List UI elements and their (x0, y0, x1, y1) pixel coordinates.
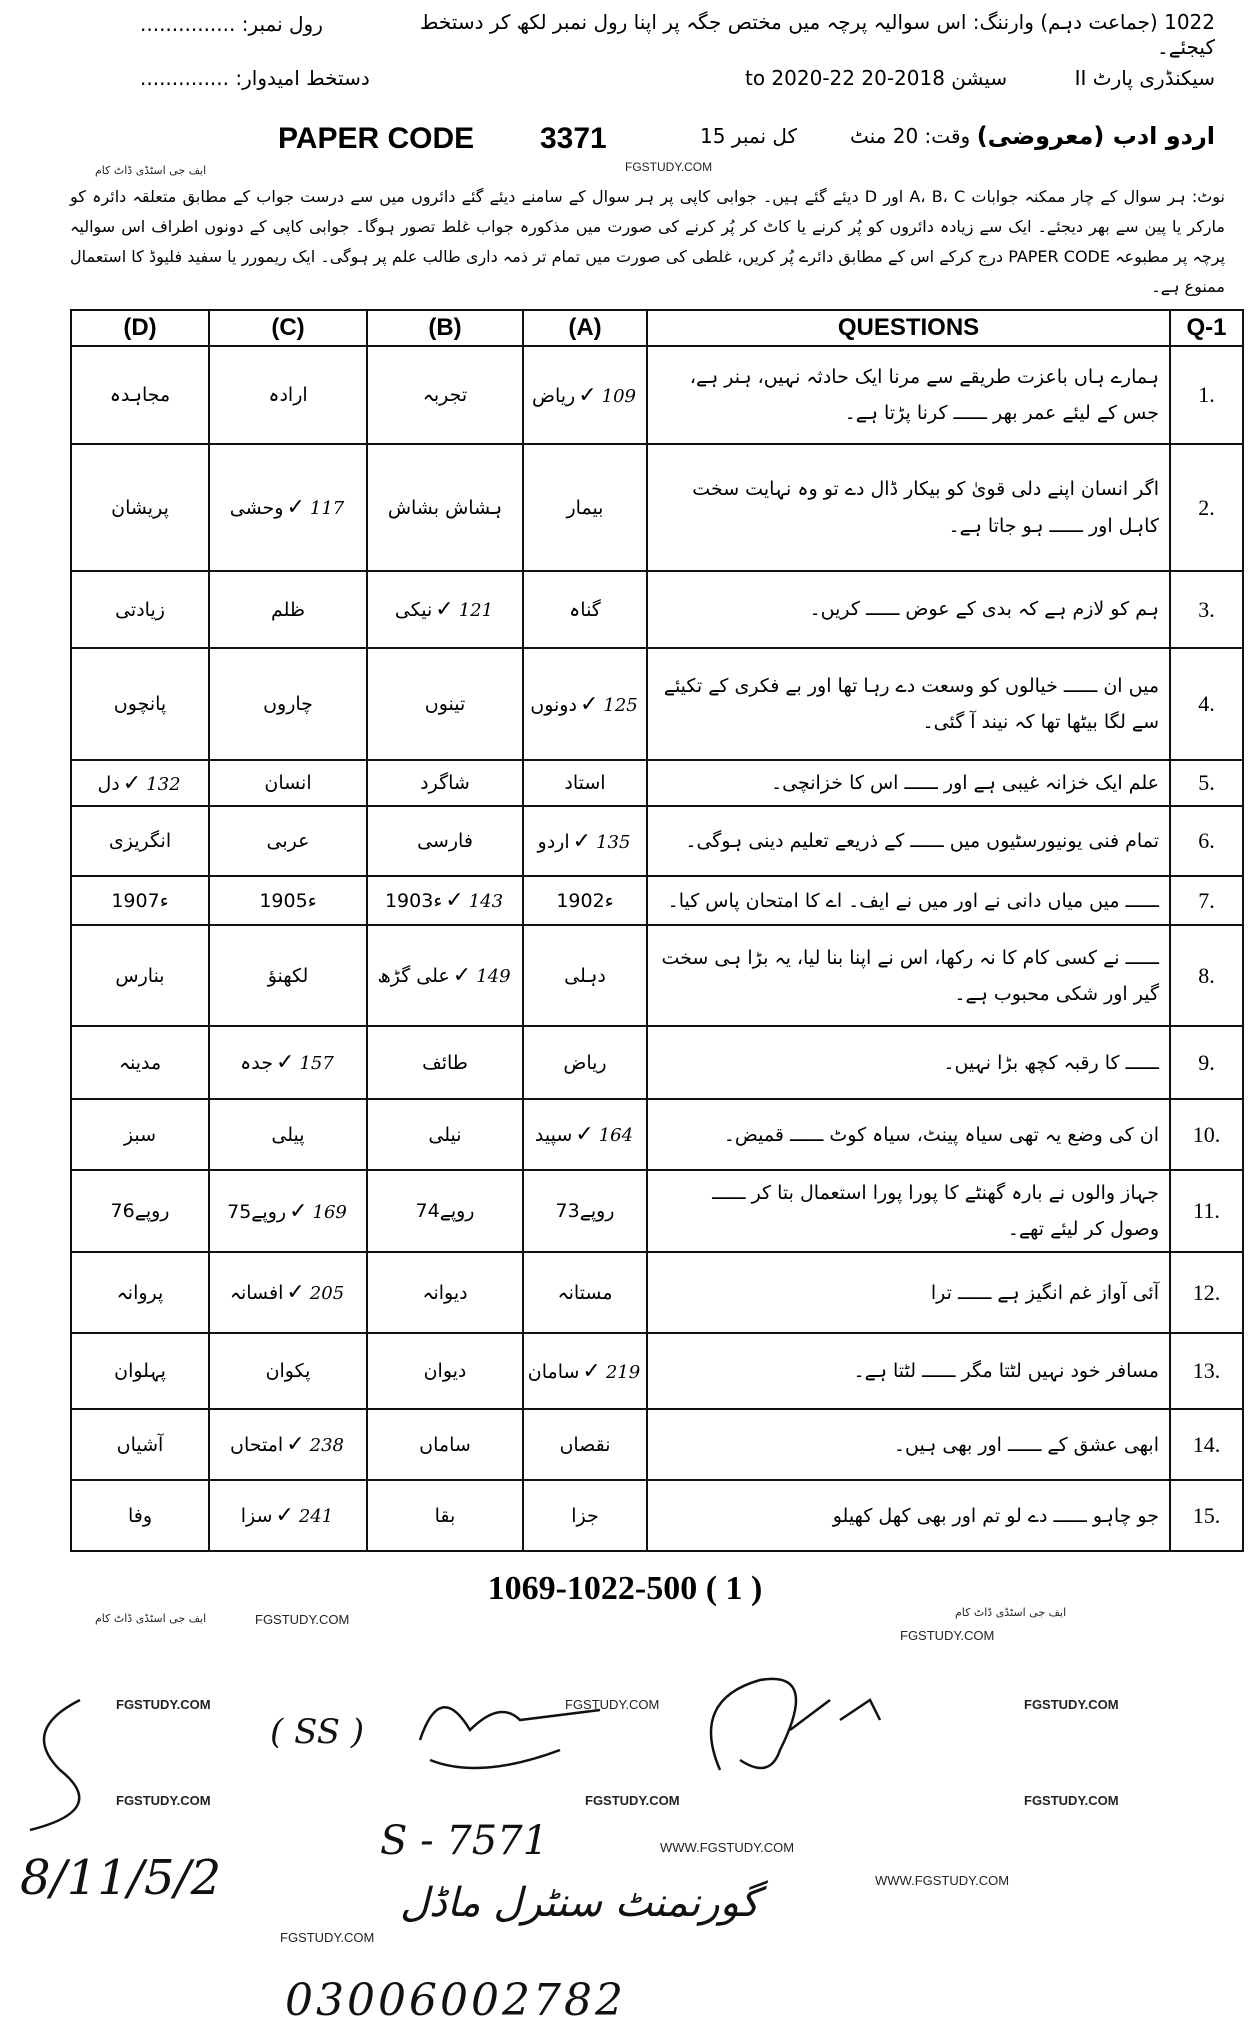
option-b-text: دیوانہ (422, 1281, 468, 1304)
option-b-cell (367, 1252, 523, 1333)
handwritten-school-name: گورنمنٹ سنٹرل ماڈل (400, 1880, 760, 1926)
option-c-cell (209, 571, 367, 648)
checkmark-icon: ✓ (286, 495, 305, 520)
checkmark-icon: ✓ (452, 963, 472, 989)
table-row (71, 346, 1243, 444)
option-b-text: شاگرد (420, 772, 470, 795)
watermark-urdu: ایف جی اسٹڈی ڈاٹ کام (955, 1606, 1067, 1619)
warning-text: 1022 (جماعت دہم) وارننگ: اس سوالیہ پرچہ میں مختص جگہ پر اپنا رول نمبر لکھ کر دستخط کیجئے۔ (419, 10, 1215, 59)
option-a-cell (523, 1099, 647, 1170)
paper-serial-code: 1069-1022-500 ( 1 ) (487, 1570, 763, 1607)
option-c-cell (209, 1170, 367, 1252)
option-c-text: افسانہ (229, 1282, 284, 1305)
question-number: 8. (1170, 925, 1243, 1026)
question-number: 5. (1170, 760, 1243, 806)
watermark: FGSTUDY.COM (585, 1793, 680, 1808)
part-label: سیکنڈری پارٹ II (1074, 66, 1215, 90)
option-b-cell (367, 806, 523, 876)
option-b-cell (367, 346, 523, 444)
watermark: FGSTUDY.COM (255, 1612, 350, 1627)
option-c-text: انسان (264, 772, 312, 795)
question-number: 2. (1170, 444, 1243, 571)
option-b-cell (367, 876, 523, 925)
question-text: آئی آواز غم انگیز ہے ــــــ ترا (647, 1252, 1170, 1333)
option-d-cell (71, 1252, 209, 1333)
option-b-text: نیلی (428, 1123, 462, 1146)
option-c-cell (209, 925, 367, 1026)
option-a-text: بیمار (566, 496, 604, 519)
watermark: FGSTUDY.COM (1024, 1697, 1119, 1712)
question-number: 6. (1170, 806, 1243, 876)
checkmark-icon: ✓ (572, 828, 592, 854)
handwritten-mark: 164 (598, 1125, 634, 1147)
option-a-cell (523, 1026, 647, 1099)
handwritten-mark: 117 (309, 498, 345, 519)
checkmark-icon: ✓ (578, 382, 597, 408)
option-b-text: ہشاش بشاش (387, 496, 503, 519)
note-line-2: زیادہ دائروں کو پُر کرنے یا کاٹ کر پُر کرنے کی صورت میں مذکورہ جواب غلط تصور ہوگا۔ جوابی کاپی کے دونوں اطراف اس سوالیہ پرچہ پر مطبوعہ PAPER CODE درج کرکے اس کے مطابق دائرے پُر (70, 217, 1226, 266)
option-a-cell (523, 1409, 647, 1480)
option-a-cell (523, 346, 647, 444)
option-a-text: سامان (527, 1360, 580, 1383)
option-a-cell (523, 1333, 647, 1409)
option-b-text: فارسی (417, 830, 473, 853)
checkmark-icon: ✓ (575, 1122, 594, 1148)
option-b-text: تینوں (424, 693, 466, 715)
question-text: ان کی وضع یہ تھی سیاہ پینٹ، سیاہ کوٹ ــــــ قمیض۔ (647, 1099, 1170, 1170)
question-number: 7. (1170, 876, 1243, 925)
total-marks-label: کل نمبر 15 (700, 124, 798, 148)
subject-title: اردو ادب (معروضی) (976, 122, 1215, 150)
handwritten-mark: 109 (601, 385, 637, 407)
option-b-cell (367, 1409, 523, 1480)
table-row (71, 925, 1243, 1026)
option-d-cell (71, 760, 209, 806)
handwritten-mark: 143 (468, 891, 504, 913)
option-c-cell (209, 1480, 367, 1551)
option-b-cell (367, 571, 523, 648)
watermark: FGSTUDY.COM (116, 1697, 211, 1712)
instructions-note (70, 182, 1225, 302)
handwritten-mark: 149 (476, 966, 511, 988)
option-d-cell (71, 571, 209, 648)
option-b-text: دیوان (423, 1360, 467, 1383)
question-number: 4. (1170, 648, 1243, 760)
option-b-cell (367, 1480, 523, 1551)
table-row (71, 1252, 1243, 1333)
header-option-d: (D) (71, 310, 209, 346)
checkmark-icon: ✓ (579, 691, 599, 717)
option-a-cell (523, 648, 647, 760)
question-number: 1. (1170, 346, 1243, 444)
option-d-text: انگریزی (108, 830, 172, 853)
roll-number-field: رول نمبر: ............... (140, 12, 323, 36)
checkmark-icon: ✓ (286, 1432, 305, 1458)
option-a-cell (523, 806, 647, 876)
option-d-cell (71, 1409, 209, 1480)
option-d-cell (71, 1333, 209, 1409)
question-text: تمام فنی یونیورسٹیوں میں ــــــ کے ذریعے تعلیم دینی ہوگی۔ (647, 806, 1170, 876)
handwritten-mark: 125 (603, 694, 638, 716)
option-d-cell (71, 1170, 209, 1252)
option-b-text: تجربہ (422, 384, 468, 406)
question-number: 3. (1170, 571, 1243, 648)
table-row (71, 1409, 1243, 1480)
option-b-cell (367, 1026, 523, 1099)
option-a-text: جزا (571, 1504, 599, 1527)
paper-code-value: 3371 (540, 122, 607, 155)
option-a-text: اردو (537, 830, 570, 853)
question-text: ــــــ کا رقبہ کچھ بڑا نہیں۔ (647, 1026, 1170, 1099)
question-number: 12. (1170, 1252, 1243, 1333)
handwritten-mark: 205 (309, 1283, 345, 1305)
checkmark-icon: ✓ (289, 1198, 308, 1224)
option-d-cell (71, 925, 209, 1026)
option-d-cell (71, 346, 209, 444)
option-a-text: ریاض (531, 384, 576, 407)
signatures (0, 1640, 1250, 1840)
option-c-cell (209, 1026, 367, 1099)
note-line-3: کریں، غلطی کی صورت میں تمام تر ذمہ داری طالب علم پر ہوگی۔ ایک ریمورر یا سفید فلیوڈ کا استعمال ممنوع ہے۔ (70, 247, 1225, 296)
question-number: 11. (1170, 1170, 1243, 1252)
table-header-row (71, 310, 1243, 346)
watermark: FGSTUDY.COM (280, 1930, 375, 1945)
option-c-text: لکھنؤ (267, 964, 309, 987)
option-a-cell (523, 876, 647, 925)
option-d-text: آشیاں (116, 1433, 164, 1456)
question-text: جو چاہو ــــــ دے لو تم اور بھی کھل کھیلو (647, 1480, 1170, 1551)
option-b-cell (367, 760, 523, 806)
checkmark-icon: ✓ (276, 1050, 295, 1076)
question-text: میں ان ــــــ خیالوں کو وسعت دے رہا تھا اور بے فکری کے تکیئے سے لگا بیٹھا تھا کہ نیند آ گئی۔ (647, 648, 1170, 760)
option-c-text: امتحاں (230, 1434, 284, 1457)
option-c-cell (209, 346, 367, 444)
candidate-signature-field: دستخط امیدوار: .............. (140, 66, 370, 90)
header-option-b: (B) (367, 310, 523, 346)
question-text: علم ایک خزانہ غیبی ہے اور ــــــ اس کا خزانچی۔ (647, 760, 1170, 806)
question-number: 13. (1170, 1333, 1243, 1409)
table-row (71, 444, 1243, 571)
option-d-text: بنارس (115, 964, 165, 987)
question-text: ــــــ نے کسی کام کا نہ رکھا، اس نے اپنا بنا لیا، یہ بڑا ہی سخت گیر اور شکی محبوب ہے۔ (647, 925, 1170, 1026)
time-label: وقت: 20 منٹ (850, 124, 971, 148)
option-c-cell (209, 760, 367, 806)
option-c-cell (209, 876, 367, 925)
option-d-cell (71, 648, 209, 760)
option-a-cell (523, 1170, 647, 1252)
option-d-text: پروانہ (116, 1281, 164, 1304)
handwritten-mark: 135 (596, 831, 631, 853)
option-d-cell (71, 1099, 209, 1170)
question-text: ــــــ میں میاں دانی نے اور میں نے ایف۔ اے کا امتحان پاس کیا۔ (647, 876, 1170, 925)
option-b-text: 1903ء (384, 890, 443, 913)
option-c-cell (209, 648, 367, 760)
table-row (71, 806, 1243, 876)
option-b-text: علی گڑھ (377, 965, 450, 988)
note-line-1: نوٹ: ہر سوال کے چار ممکنہ جوابات A، B، C اور D دیئے گئے ہیں۔ جوابی کاپی پر ہر سوال کے سامنے دیئے گئے دائروں میں سے درست جواب کے مطابق متعلقہ دائرہ کو مارکر یا پین سے بھر دیجئے۔ ایک سے (70, 187, 1226, 236)
watermark: FGSTUDY.COM (1024, 1793, 1119, 1808)
option-c-cell (209, 444, 367, 571)
header-question-number: Q-1 (1170, 310, 1243, 346)
option-c-cell (209, 1099, 367, 1170)
option-c-text: پکوان (265, 1360, 311, 1383)
checkmark-icon: ✓ (275, 1503, 294, 1529)
option-a-cell (523, 925, 647, 1026)
option-a-text: استاد (564, 772, 606, 795)
handwritten-mark: 157 (299, 1053, 334, 1075)
option-c-cell (209, 806, 367, 876)
option-c-text: 1905ء (259, 889, 317, 912)
table-row (71, 571, 1243, 648)
table-row (71, 876, 1243, 925)
option-d-text: 76روپے (110, 1200, 170, 1223)
table-row (71, 1480, 1243, 1551)
handwritten-mark: 238 (309, 1435, 344, 1457)
checkmark-icon: ✓ (445, 888, 464, 914)
option-a-text: نقصاں (559, 1433, 611, 1456)
checkmark-icon: ✓ (582, 1358, 601, 1384)
option-b-cell (367, 1099, 523, 1170)
watermark-urdu: ایف جی اسٹڈی ڈاٹ کام (95, 1612, 207, 1625)
checkmark-icon: ✓ (435, 597, 454, 622)
option-c-cell (209, 1252, 367, 1333)
checkmark-icon: ✓ (122, 770, 142, 796)
option-d-cell (71, 876, 209, 925)
question-text: ہمارے ہاں باعزت طریقے سے مرنا ایک حادثہ نہیں، ہنر ہے، جس کے لیئے عمر بھر ــــــ کرنا پڑتا ہے۔ (647, 346, 1170, 444)
option-b-text: بقا (434, 1504, 456, 1527)
question-text: ہم کو لازم ہے کہ بدی کے عوض ــــــ کریں۔ (647, 571, 1170, 648)
option-c-text: 75روپے (227, 1200, 287, 1223)
option-d-cell (71, 1480, 209, 1551)
question-text: ابھی عشق کے ــــــ اور بھی ہیں۔ (647, 1409, 1170, 1480)
handwritten-date: 8/11/5/2 (20, 1850, 222, 1906)
option-d-text: وفا (127, 1504, 153, 1527)
option-d-cell (71, 444, 209, 571)
option-a-cell (523, 1480, 647, 1551)
watermark: FGSTUDY.COM (116, 1793, 211, 1808)
option-a-cell (523, 571, 647, 648)
option-a-text: سپید (534, 1124, 573, 1147)
option-c-text: وحشی (229, 497, 284, 519)
option-a-text: گناہ (569, 598, 601, 621)
option-a-text: 1902ء (556, 889, 614, 912)
option-c-text: عربی (266, 830, 310, 853)
option-a-text: ریاض (563, 1051, 607, 1074)
option-d-text: دل (97, 772, 120, 795)
option-c-text: چاروں (263, 693, 313, 715)
watermark: FGSTUDY.COM (625, 160, 713, 174)
option-c-text: جدہ (240, 1052, 274, 1075)
table-row (71, 648, 1243, 760)
option-d-cell (71, 806, 209, 876)
question-number: 15. (1170, 1480, 1243, 1551)
questions-table (70, 309, 1244, 1552)
option-a-text: دونوں (530, 693, 577, 716)
option-b-text: ساماں (419, 1433, 471, 1456)
handwritten-mark: 132 (146, 773, 181, 795)
table-row (71, 1099, 1243, 1170)
paper-code-label: PAPER CODE (278, 122, 475, 155)
option-d-text: پہلوان (114, 1360, 166, 1383)
header-option-c: (C) (209, 310, 367, 346)
option-b-cell (367, 1170, 523, 1252)
question-text: اگر انسان اپنے دلی قویٰ کو بیکار ڈال دے تو وہ نہایت سخت کاہل اور ــــــ ہو جاتا ہے۔ (647, 444, 1170, 571)
handwritten-mark: 219 (605, 1361, 641, 1383)
option-b-cell (367, 1333, 523, 1409)
watermark-urdu: ایف جی اسٹڈی ڈاٹ کام (95, 164, 207, 177)
handwritten-phone: 03006002782 (285, 1975, 626, 2026)
session-label: سیشن 2018-20 to 2020-22 (745, 66, 1008, 90)
option-a-cell (523, 444, 647, 571)
option-d-text: مجاہدہ (109, 384, 171, 406)
signature-2 (711, 1679, 880, 1770)
option-c-text: پیلی (271, 1123, 305, 1146)
option-d-text: پانچوں (113, 693, 167, 715)
option-a-text: دہلی (564, 964, 606, 987)
option-a-text: مستانہ (557, 1281, 613, 1304)
option-b-text: نیکی (394, 599, 433, 621)
option-c-cell (209, 1409, 367, 1480)
header-option-a: (A) (523, 310, 647, 346)
handwritten-code: S - 7571 (380, 1818, 549, 1864)
handwritten-ss: ( SS ) (270, 1712, 365, 1752)
question-number: 10. (1170, 1099, 1243, 1170)
option-d-text: 1907ء (111, 889, 169, 912)
question-number: 14. (1170, 1409, 1243, 1480)
handwritten-mark: 241 (298, 1506, 334, 1528)
question-text: مسافر خود نہیں لٹتا مگر ــــــ لٹتا ہے۔ (647, 1333, 1170, 1409)
option-d-text: زیادتی (115, 598, 165, 621)
option-d-cell (71, 1026, 209, 1099)
table-row (71, 1026, 1243, 1099)
option-a-cell (523, 1252, 647, 1333)
table-row (71, 760, 1243, 806)
watermark: FGSTUDY.COM (900, 1628, 995, 1643)
option-b-cell (367, 925, 523, 1026)
option-b-text: 74روپے (415, 1200, 475, 1223)
option-c-text: سزا (240, 1505, 273, 1528)
checkmark-icon: ✓ (286, 1280, 305, 1306)
option-d-text: پریشان (111, 496, 169, 519)
handwritten-mark: 169 (312, 1201, 347, 1223)
option-b-cell (367, 648, 523, 760)
question-text: جہاز والوں نے بارہ گھنٹے کا پورا پورا استعمال بتا کر ــــــ وصول کر لیئے تھے۔ (647, 1170, 1170, 1252)
handwritten-mark: 121 (458, 600, 494, 621)
option-b-text: طائف (422, 1051, 468, 1074)
signature-3 (30, 1700, 80, 1830)
option-c-text: ارادہ (268, 384, 308, 406)
option-c-text: ظلم (270, 598, 306, 621)
option-d-text: سبز (123, 1123, 157, 1146)
question-number: 9. (1170, 1026, 1243, 1099)
header-questions: QUESTIONS (647, 310, 1170, 346)
signature-1 (420, 1707, 600, 1768)
watermark: FGSTUDY.COM (565, 1697, 660, 1712)
option-d-text: مدینہ (118, 1051, 162, 1074)
option-a-cell (523, 760, 647, 806)
option-b-cell (367, 444, 523, 571)
option-a-text: 73روپے (555, 1200, 615, 1223)
watermark: WWW.FGSTUDY.COM (660, 1840, 795, 1855)
table-row (71, 1170, 1243, 1252)
table-row (71, 1333, 1243, 1409)
option-c-cell (209, 1333, 367, 1409)
watermark: WWW.FGSTUDY.COM (875, 1873, 1010, 1888)
